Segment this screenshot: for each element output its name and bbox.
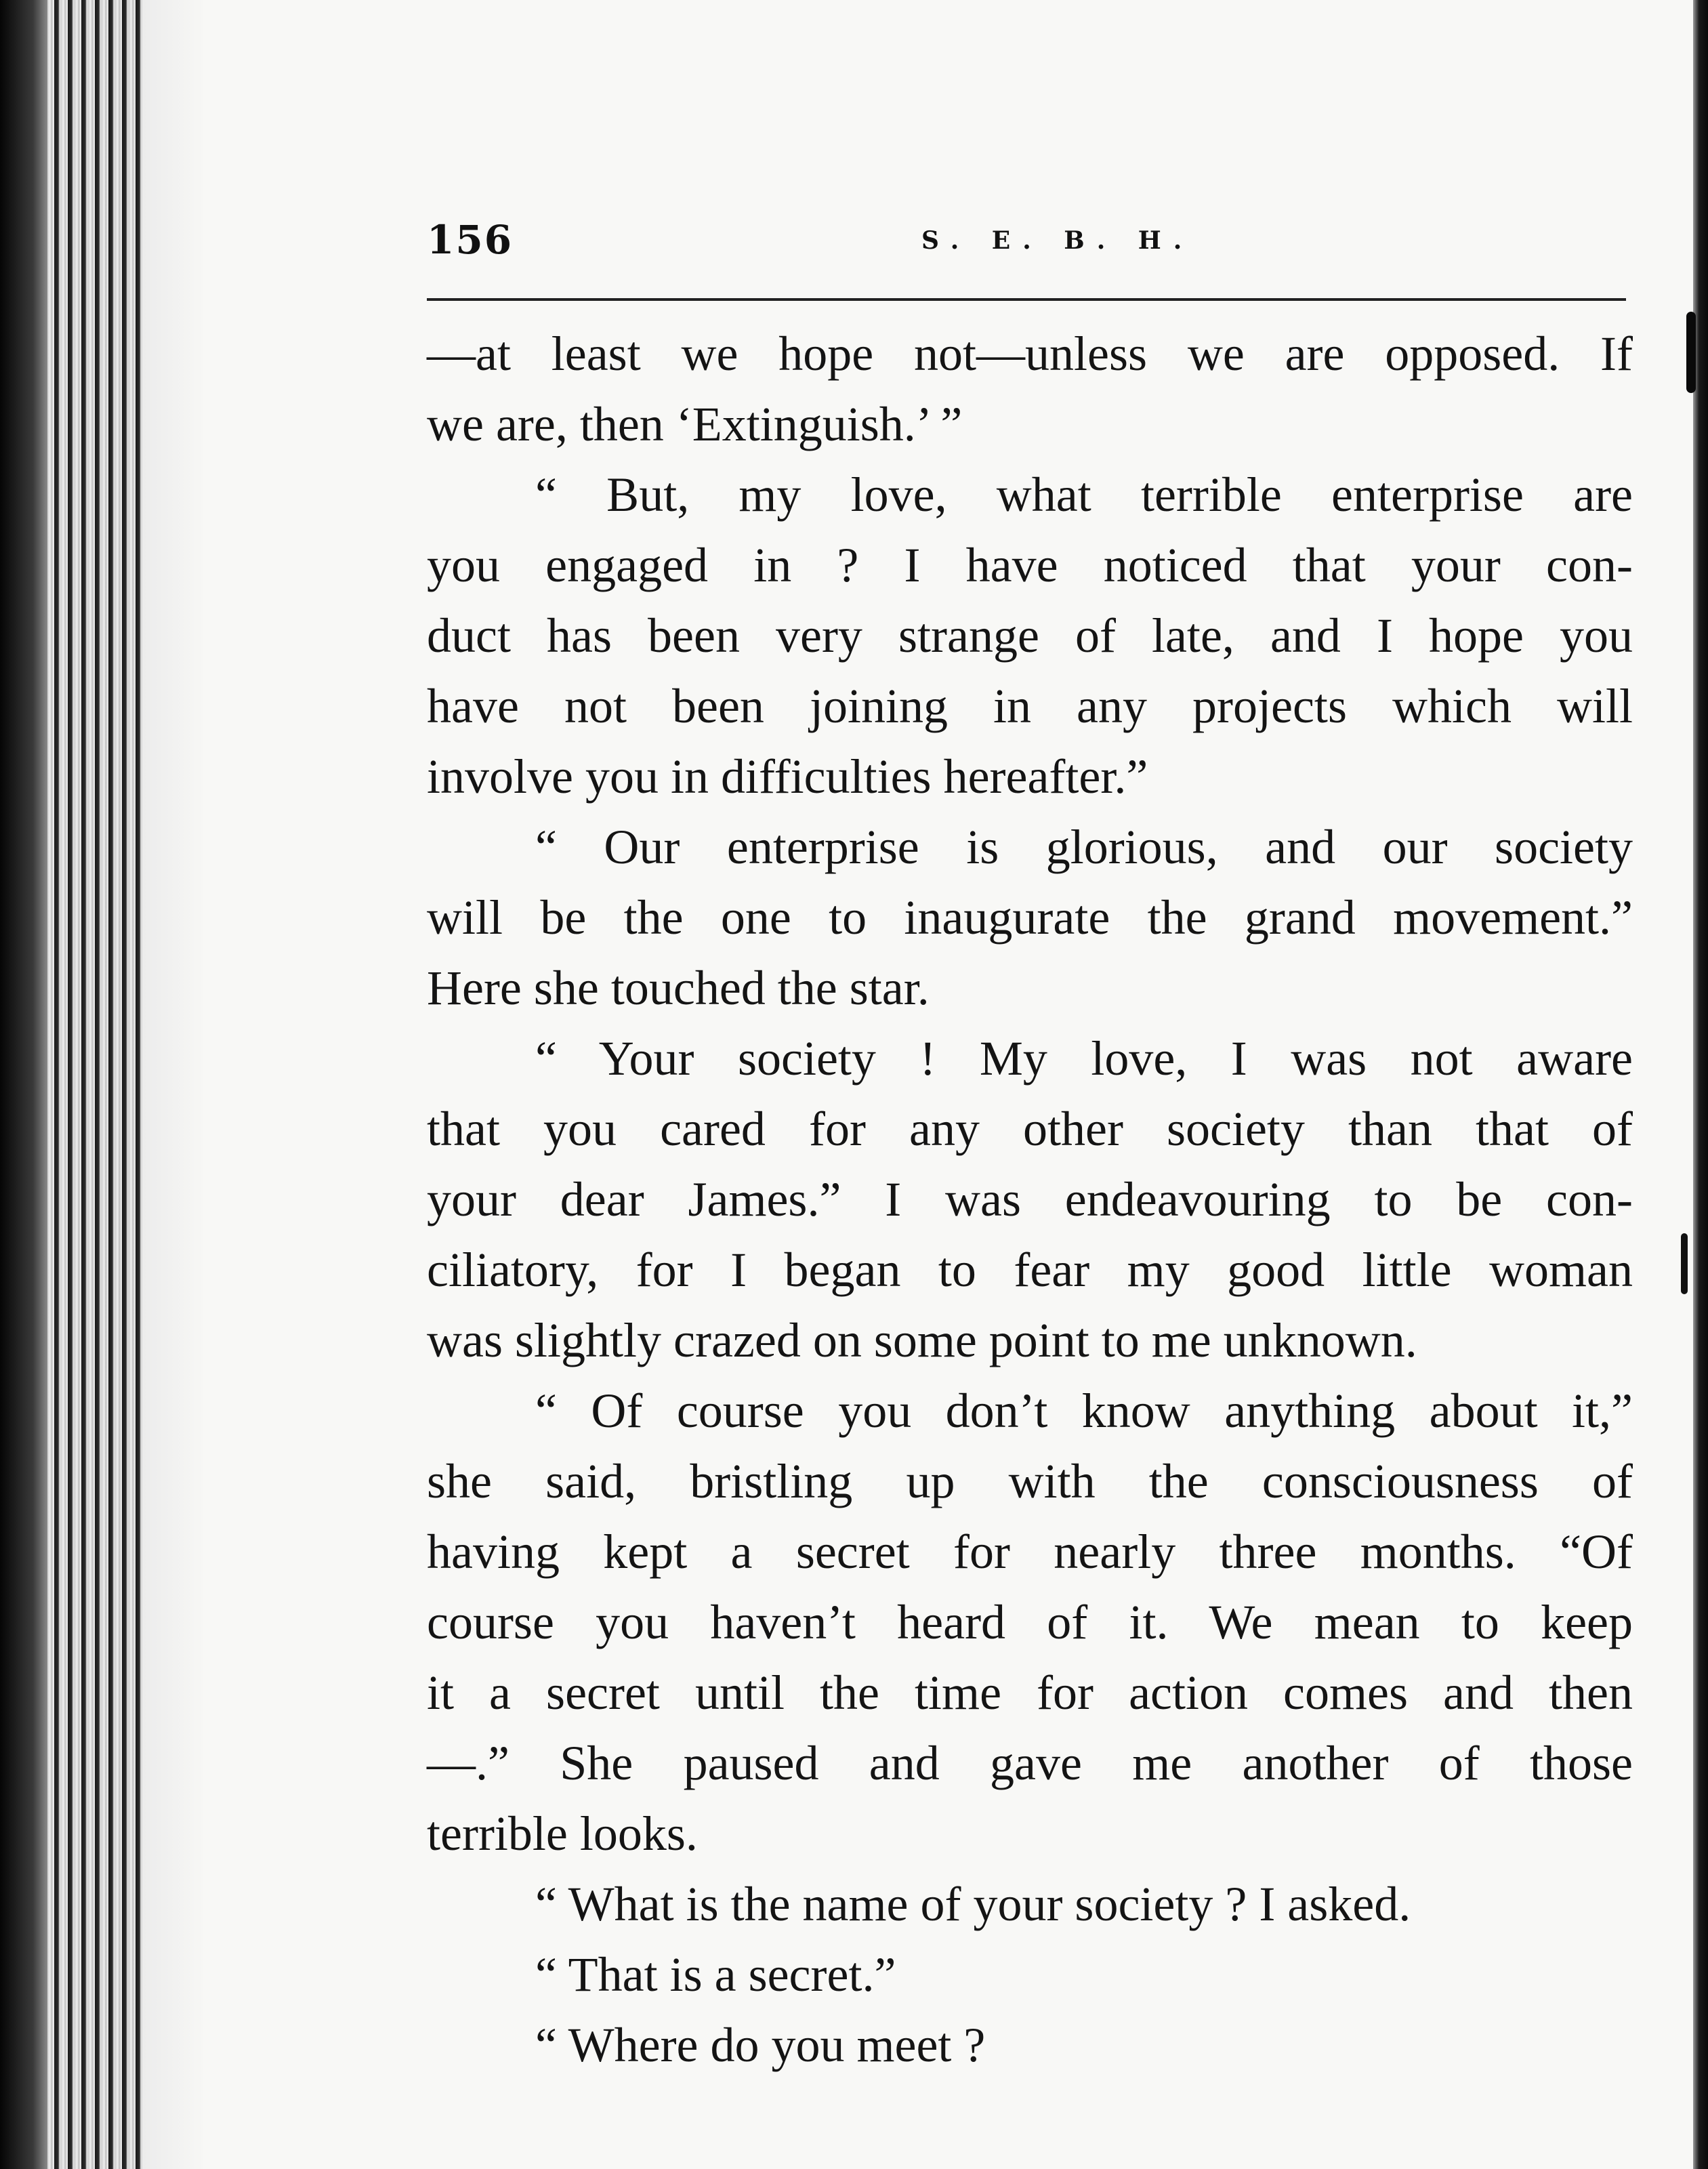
text-line: “ Your society ! My love, I was not aware xyxy=(535,1031,1633,1086)
running-head xyxy=(427,217,1626,271)
text-line: having kept a secret for nearly three months. “Of xyxy=(427,1525,1633,1579)
text-line: duct has been very strange of late, and I hope you xyxy=(427,608,1633,663)
text-line: “ Where do you meet ? xyxy=(535,2018,986,2072)
text-line: you engaged in ? I have noticed that your con- xyxy=(427,538,1633,592)
running-title: S. E. B. H. xyxy=(921,226,1194,255)
text-line: —.” She paused and gave me another of those xyxy=(427,1736,1633,1790)
text-line: “ That is a secret.” xyxy=(535,1947,896,2002)
scan-mark xyxy=(1681,1233,1688,1294)
text-line: that you cared for any other society than that of xyxy=(427,1102,1633,1156)
page-number: 156 xyxy=(427,217,514,263)
text-line: your dear James.” I was endeavouring to be con- xyxy=(427,1172,1633,1226)
text-line: ciliatory, for I began to fear my good little woman xyxy=(427,1243,1633,1297)
text-line: have not been joining in any projects which will xyxy=(427,679,1633,733)
text-line: Here she touched the star. xyxy=(427,961,930,1015)
text-line: was slightly crazed on some point to me unknown. xyxy=(427,1313,1417,1367)
text-line: —at least we hope not—unless we are opposed. If xyxy=(427,327,1633,381)
text-line: involve you in difficulties hereafter.” xyxy=(427,749,1148,804)
text-line: it a secret until the time for action comes and then xyxy=(427,1666,1633,1720)
text-line: terrible looks. xyxy=(427,1806,698,1861)
text-line: “ But, my love, what terrible enterprise are xyxy=(535,468,1633,522)
text-line: “ Our enterprise is glorious, and our society xyxy=(535,820,1633,874)
text-line: “ Of course you don’t know anything about it,” xyxy=(535,1384,1633,1438)
scan-mark xyxy=(1686,312,1696,393)
text-line: we are, then ‘Extinguish.’ ” xyxy=(427,397,963,451)
text-line: course you haven’t heard of it. We mean to keep xyxy=(427,1595,1633,1649)
body-text xyxy=(427,318,1646,2080)
text-line: will be the one to inaugurate the grand movement.” xyxy=(427,890,1633,945)
book-page-edges xyxy=(0,0,203,2169)
text-line: “ What is the name of your society ? I asked. xyxy=(535,1877,1411,1931)
header-rule xyxy=(427,298,1626,301)
text-line: she said, bristling up with the consciousness of xyxy=(427,1454,1633,1508)
